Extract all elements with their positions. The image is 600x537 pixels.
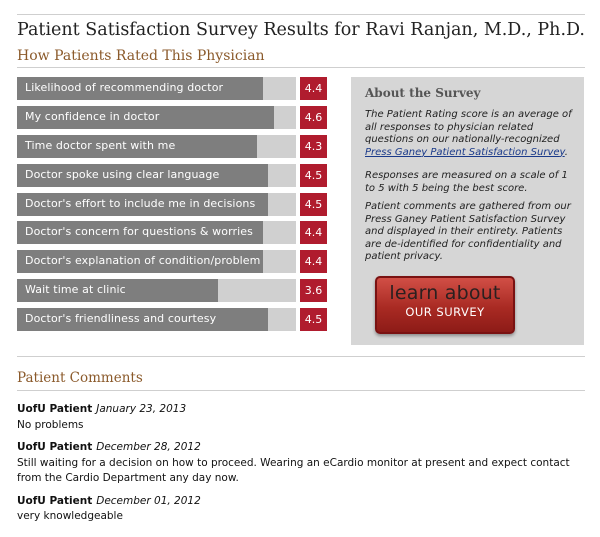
- page-title: Patient Satisfaction Survey Results for Ravi Ranjan, M.D., Ph.D.: [17, 20, 585, 40]
- top-divider: [17, 14, 585, 15]
- rating-label: Doctor's explanation of condition/problem: [25, 254, 261, 268]
- rating-row: [17, 193, 327, 216]
- rating-row: [17, 308, 327, 331]
- rating-score-badge: 3.6: [300, 279, 327, 302]
- about-survey-title: About the Survey: [365, 86, 481, 100]
- comment-date: January 23, 2013: [96, 403, 187, 415]
- rating-bar-track: [17, 193, 296, 216]
- rating-label: Time doctor spent with me: [25, 138, 176, 152]
- comment-date: December 01, 2012: [96, 494, 201, 507]
- rating-label: My confidence in doctor: [25, 109, 160, 123]
- rating-bar-track: [17, 250, 296, 273]
- comment-text: Still waiting for a decision on how to proceed. Wearing an eCardio monitor at present and expect contact from the Cardio Department any day now.: [17, 456, 570, 484]
- about-survey-description: [365, 109, 573, 159]
- rating-label: Doctor's effort to include me in decisions: [25, 196, 256, 210]
- rating-row: [17, 77, 327, 100]
- ratings-divider: [17, 67, 585, 68]
- comment-author: UofU Patient: [17, 494, 93, 507]
- about-description-period: .: [564, 146, 568, 158]
- rating-score-badge: 4.4: [300, 250, 327, 273]
- comment-item: [17, 440, 587, 487]
- about-survey-scale-note: Responses are measured on a scale of 1 to 5 with 5 being the best score.: [365, 170, 568, 194]
- comment-author: UofU Patient: [17, 441, 93, 453]
- comment-item: [17, 402, 587, 433]
- comment-item: [17, 494, 587, 525]
- comment-date: December 28, 2012: [96, 441, 201, 453]
- learn-about-survey-button[interactable]: [375, 276, 515, 334]
- rating-row: [17, 221, 327, 244]
- rating-label: Doctor's concern for questions & worries: [25, 225, 254, 239]
- rating-bar-track: [17, 308, 296, 331]
- comment-text: very knowledgeable: [17, 510, 123, 522]
- ratings-list: [17, 77, 327, 337]
- comments-heading: Patient Comments: [17, 370, 143, 386]
- rating-bar-track: [17, 135, 296, 158]
- ratings-heading: How Patients Rated This Physician: [17, 48, 265, 64]
- rating-label: Wait time at clinic: [25, 283, 126, 297]
- rating-row: [17, 250, 327, 273]
- rating-score-badge: 4.5: [300, 164, 327, 187]
- rating-score-badge: 4.5: [300, 308, 327, 331]
- comment-text: No problems: [17, 418, 84, 431]
- comments-list: [17, 402, 587, 532]
- learn-button-line2: OUR SURVEY: [405, 305, 485, 319]
- section-divider: [17, 356, 585, 357]
- rating-label: Doctor spoke using clear language: [25, 167, 220, 181]
- rating-row: [17, 279, 327, 302]
- rating-row: [17, 135, 327, 158]
- press-ganey-survey-link[interactable]: Press Ganey Patient Satisfaction Survey: [365, 146, 565, 158]
- rating-score-badge: 4.3: [300, 135, 327, 158]
- rating-bar-track: [17, 221, 296, 244]
- learn-button-line1: learn about: [389, 282, 501, 304]
- rating-label: Likelihood of recommending doctor: [25, 81, 224, 94]
- comments-divider: [17, 390, 585, 391]
- rating-score-badge: 4.6: [300, 106, 327, 129]
- rating-bar-track: [17, 279, 296, 302]
- rating-bar-track: [17, 106, 296, 129]
- rating-bar-track: [17, 77, 296, 100]
- rating-row: [17, 106, 327, 129]
- about-description-text: The Patient Rating score is an average of all responses to physician related questions on our nationally-recognized: [365, 109, 572, 146]
- rating-score-badge: 4.4: [300, 77, 327, 100]
- rating-bar-track: [17, 164, 296, 187]
- comment-author: UofU Patient: [17, 403, 93, 415]
- rating-label: Doctor's friendliness and courtesy: [25, 312, 217, 326]
- rating-row: [17, 164, 327, 187]
- about-survey-panel: [351, 77, 584, 345]
- about-survey-privacy-note: Patient comments are gathered from our Press Ganey Patient Satisfaction Survey and displayed in their entirety. Patients are de-identified for confidentiality and patient privacy.: [365, 201, 571, 263]
- rating-score-badge: 4.5: [300, 193, 327, 216]
- rating-score-badge: 4.4: [300, 221, 327, 244]
